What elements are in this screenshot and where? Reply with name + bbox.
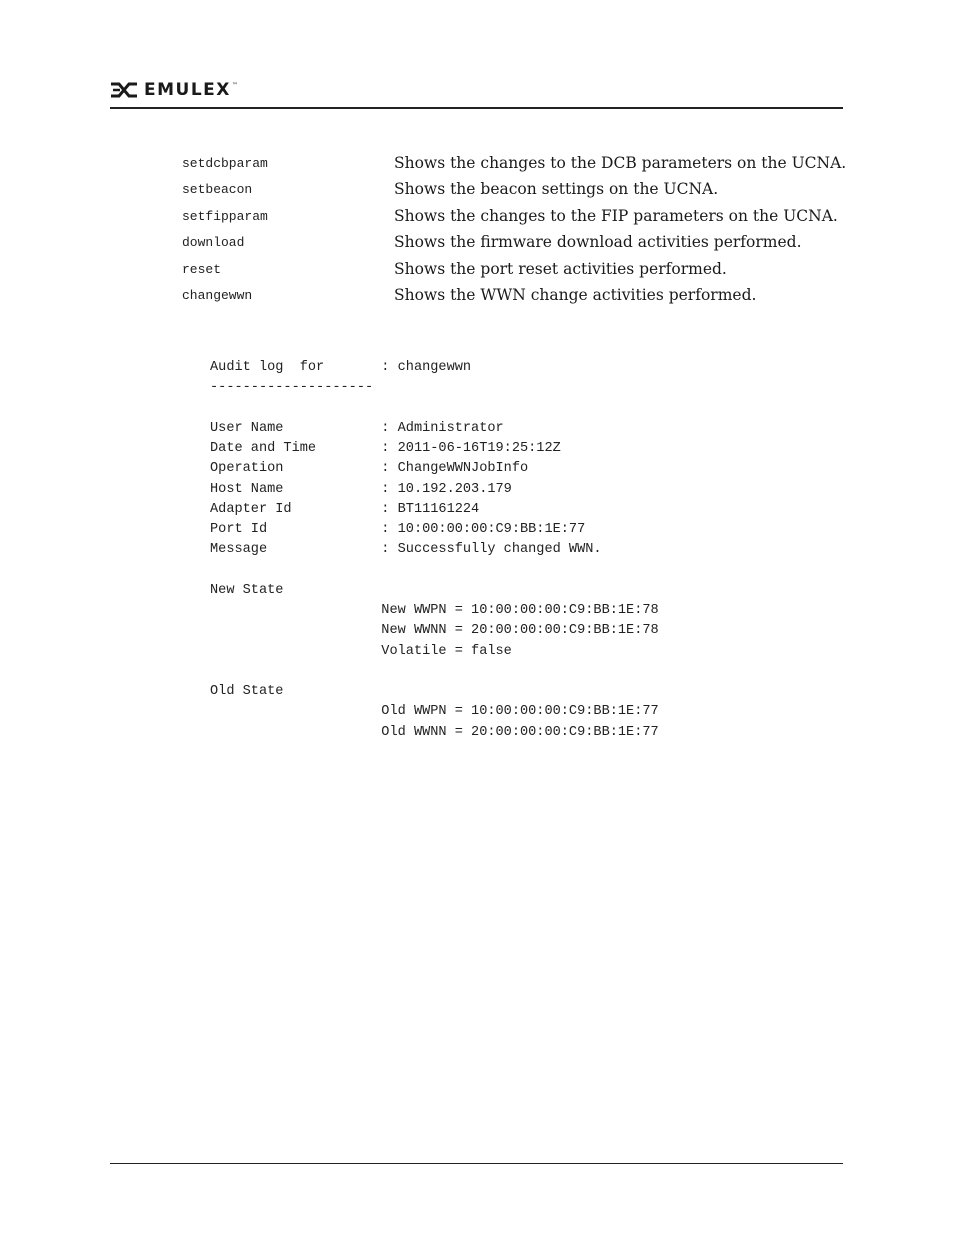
option-name: changewwn (182, 287, 253, 303)
code-line: User Name : Administrator (210, 420, 504, 436)
audit-log-code-block (210, 358, 659, 743)
option-description: Shows the changes to the FIP parameters on the UCNA. (394, 206, 838, 225)
option-description: Shows the firmware download activities performed. (394, 233, 802, 252)
option-name: setdcbparam (182, 156, 268, 171)
option-description: Shows the beacon settings on the UCNA. (394, 180, 719, 199)
code-line: Operation : ChangeWWNJobInfo (210, 461, 529, 477)
code-line: New WWNN = 20:00:00:00:C9:BB:1E:78 (210, 623, 659, 639)
option-row (182, 152, 847, 178)
code-line: Host Name : 10.192.203.179 (210, 481, 512, 497)
option-name: setfipparam (182, 208, 268, 224)
emulex-logo-icon (110, 82, 138, 98)
option-description: Shows the port reset activities performed. (394, 259, 727, 278)
option-name: download (182, 235, 245, 251)
option-description: Shows the changes to the DCB parameters on the UCNA. (394, 154, 847, 172)
trademark-symbol: ™ (231, 81, 238, 89)
code-line: Adapter Id : BT11161224 (210, 501, 480, 517)
code-line: Old WWPN = 10:00:00:00:C9:BB:1E:77 (210, 704, 659, 720)
code-line: Audit log for : changewwn (210, 360, 472, 375)
code-line: Date and Time : 2011-06-16T19:25:12Z (210, 441, 561, 456)
code-line: Volatile = false (210, 643, 512, 659)
option-row (182, 258, 842, 284)
option-description: Shows the WWN change activities performed. (394, 285, 757, 304)
code-line: Old WWNN = 20:00:00:00:C9:BB:1E:77 (210, 724, 659, 740)
option-name: reset (182, 261, 222, 277)
code-line: New WWPN = 10:00:00:00:C9:BB:1E:78 (210, 603, 659, 618)
option-table (182, 152, 847, 310)
option-row (182, 284, 842, 310)
option-row (182, 205, 842, 231)
code-line: Old State (210, 684, 284, 699)
brand-name: EMULEX (144, 80, 231, 100)
option-row (182, 178, 842, 204)
code-line (210, 561, 659, 581)
emulex-logo (110, 80, 238, 100)
option-name: setbeacon (182, 182, 253, 198)
code-line: New State (210, 582, 284, 598)
footer-rule (110, 1163, 843, 1164)
code-line: Port Id : 10:00:00:00:C9:BB:1E:77 (210, 522, 586, 537)
code-line: -------------------- (210, 380, 374, 396)
header-rule (110, 107, 843, 109)
code-line: Message : Successfully changed WWN. (210, 542, 602, 558)
option-row (182, 231, 842, 257)
code-line (210, 399, 659, 419)
code-line (210, 662, 659, 682)
